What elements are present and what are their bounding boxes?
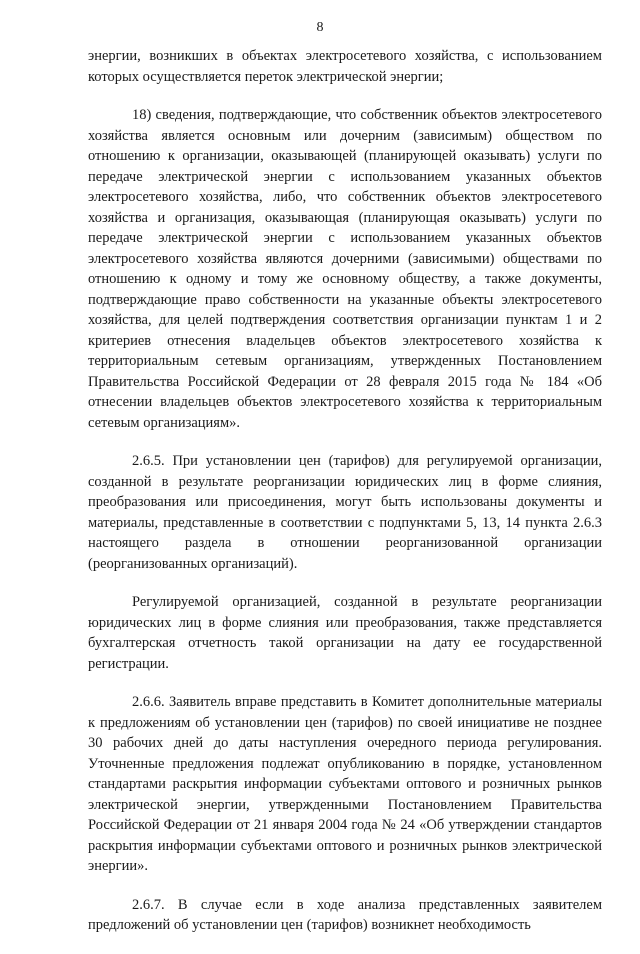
paragraph-2-6-6: 2.6.6. Заявитель вправе представить в Комитет дополнительные материалы к предложениям об установлении цен (тарифов) по своей инициативе не позднее 30 рабочих дней до даты наступления очередного периода регулирования. Уточненные предложения подлежат опубликованию в порядке, установленном стандартами раскрытия информации субъектами оптового и розничных рынков электрической энергии, утвержденными Постановлением Правительства Российской Федерации от 21 января 2004 года № 24 «Об утверждении стандартов раскрытия информации субъектами оптового и розничных рынков электрической энергии». (88, 694, 602, 874)
paragraph-2-6-5: 2.6.5. При установлении цен (тарифов) для регулируемой организации, созданной в результате реорганизации юридических лиц в форме слияния, преобразования или присоединения, могут быть использованы документы и материалы, представленные в соответствии с подпунктами 5, 13, 14 пункта 2.6.3 настоящего раздела в отношении реорганизованной организации (реорганизованных организаций). (88, 453, 602, 572)
paragraph-continuation: энергии, возникших в объектах электросетевого хозяйства, с использованием которых осуществляется переток электрической энергии; (88, 48, 602, 85)
document-body (88, 46, 602, 954)
page-number: 8 (316, 20, 324, 35)
paragraph-item-18: 18) сведения, подтверждающие, что собственник объектов электросетевого хозяйства является основным или дочерним (зависимым) обществом по отношению к организации, оказывающей (планирующей оказывать) услуги по передаче электрической энергии с использованием указанных объектов электросетевого хозяйства, либо, что собственник объектов электросетевого хозяйства и организация, оказывающая (планирующая оказывать) услуги по передаче электрической энергии с использованием указанных объектов электросетевого хозяйства являются дочерними (зависимыми) обществами по отношению к одному и тому же основному обществу, а также документы, подтверждающие право собственности на указанные объекты электросетевого хозяйства, для целей подтверждения соответствия организации пунктам 1 и 2 критериев отнесения владельцев объектов электросетевого хозяйства к территориальным сетевым организациям, утвержденных Постановлением Правительства Российской Федерации от 28 февраля 2015 года № 184 «Об отнесении владельцев объектов электросетевого хозяйства к территориальным сетевым организациям». (88, 107, 602, 431)
paragraph-reorganized-entity: Регулируемой организацией, созданной в результате реорганизации юридических лиц в форме слияния или преобразования, также представляется бухгалтерская отчетность такой организации на дату ее государственной регистрации. (88, 594, 602, 672)
paragraph-2-6-7: 2.6.7. В случае если в ходе анализа представленных заявителем предложений об установлении цен (тарифов) возникнет необходимость (88, 896, 602, 933)
